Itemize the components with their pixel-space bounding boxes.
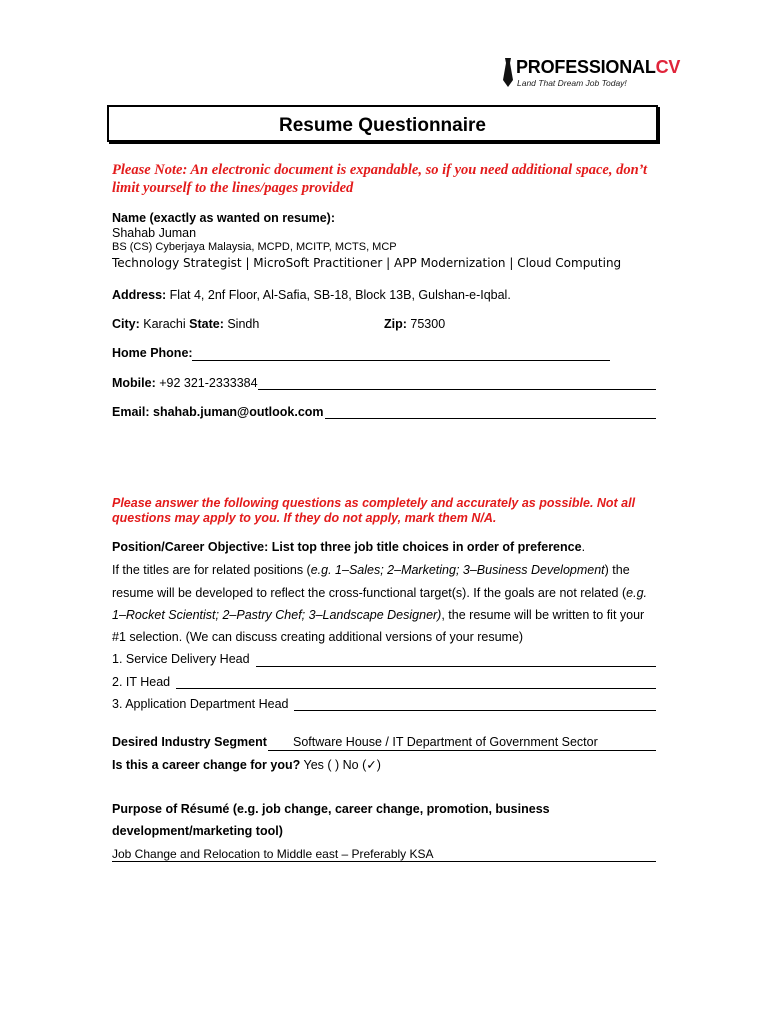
email-value: shahab.juman@outlook.com [149, 405, 324, 419]
objective-para-4: #1 selection. (We can discuss creating additional versions of your resume) [112, 630, 524, 644]
instructions: Please answer the following questions as completely and accurately as possible. Not all questions may apply to you. If they do not apply, mark them N/A. [112, 496, 636, 525]
page-title: Resume Questionnaire [279, 115, 486, 136]
career-change-label: Is this a career change for you? [112, 758, 301, 772]
zip-label: Zip: [384, 317, 407, 331]
career-change-options: Yes ( ) No (✓) [300, 758, 381, 772]
objective-para-3: 1–Rocket Scientist; 2–Pastry Chef; 3–Landscape Designer), the resume will be written to fit your [112, 608, 645, 622]
career-change-field[interactable] [112, 757, 381, 772]
email-label: Email: [112, 405, 150, 419]
mobile-line [258, 389, 656, 390]
mobile-field[interactable] [112, 376, 258, 390]
state-value: Sindh [223, 317, 260, 331]
credentials: BS (CS) Cyberjaya Malaysia, MCPD, MCITP, MCTS, MCP [112, 241, 397, 253]
logo-wordmark: PROFESSIONALCV [516, 57, 681, 77]
job-choice-2-line [176, 688, 656, 689]
job-choice-2[interactable]: 2. IT Head [112, 675, 171, 689]
home-phone-label: Home Phone: [112, 346, 193, 360]
purpose-value[interactable]: Job Change and Relocation to Middle east – Preferably KSA [112, 847, 656, 862]
home-phone-line[interactable] [192, 360, 610, 361]
address-label: Address: [112, 288, 167, 302]
address-field[interactable] [112, 288, 511, 302]
professional-cv-logo [500, 56, 681, 96]
address-value: Flat 4, 2nf Floor, Al-Safia, SB-18, Block 13B, Gulshan-e-Iqbal. [166, 288, 511, 302]
job-choice-1-line [256, 666, 656, 667]
job-choice-1[interactable]: 1. Service Delivery Head [112, 652, 250, 666]
logo-tagline: Land That Dream Job Today! [517, 78, 627, 88]
city-label: City: [112, 317, 140, 331]
title-box [107, 105, 658, 142]
purpose-label-2: development/marketing tool) [112, 824, 283, 838]
necktie-icon [502, 58, 514, 88]
zip-field[interactable] [384, 317, 445, 331]
mobile-value: +92 321-2333384 [155, 376, 258, 390]
name-value[interactable]: Shahab Juman [112, 226, 197, 240]
zip-value: 75300 [406, 317, 446, 331]
industry-value[interactable]: Software House / IT Department of Government Sector [268, 735, 656, 751]
mobile-label: Mobile: [112, 376, 156, 390]
city-state-field[interactable] [112, 317, 259, 331]
expandable-note: Please Note: An electronic document is expandable, so if you need additional space, don’t limit yourself to the lines/pages provided [112, 162, 647, 196]
job-choice-3-line [294, 710, 656, 711]
city-value: Karachi [139, 317, 190, 331]
email-line [325, 418, 656, 419]
objective-heading: Position/Career Objective: List top three job title choices in order of preference. [112, 540, 586, 554]
objective-para-2: resume will be developed to reflect the cross-functional target(s). If the goals are not related (e.g. [112, 586, 648, 600]
objective-para-1: If the titles are for related positions (e.g. 1–Sales; 2–Marketing; 3–Business Development) the [112, 563, 630, 577]
professional-tagline: Technology Strategist | MicroSoft Practitioner | APP Modernization | Cloud Computing [112, 256, 622, 270]
job-choice-3[interactable]: 3. Application Department Head [112, 697, 289, 711]
email-field[interactable] [112, 405, 324, 419]
purpose-label-1: Purpose of Résumé (e.g. job change, career change, promotion, business [112, 802, 550, 816]
name-label: Name (exactly as wanted on resume): [112, 211, 335, 225]
state-label: State: [189, 317, 224, 331]
industry-label: Desired Industry Segment [112, 735, 267, 749]
